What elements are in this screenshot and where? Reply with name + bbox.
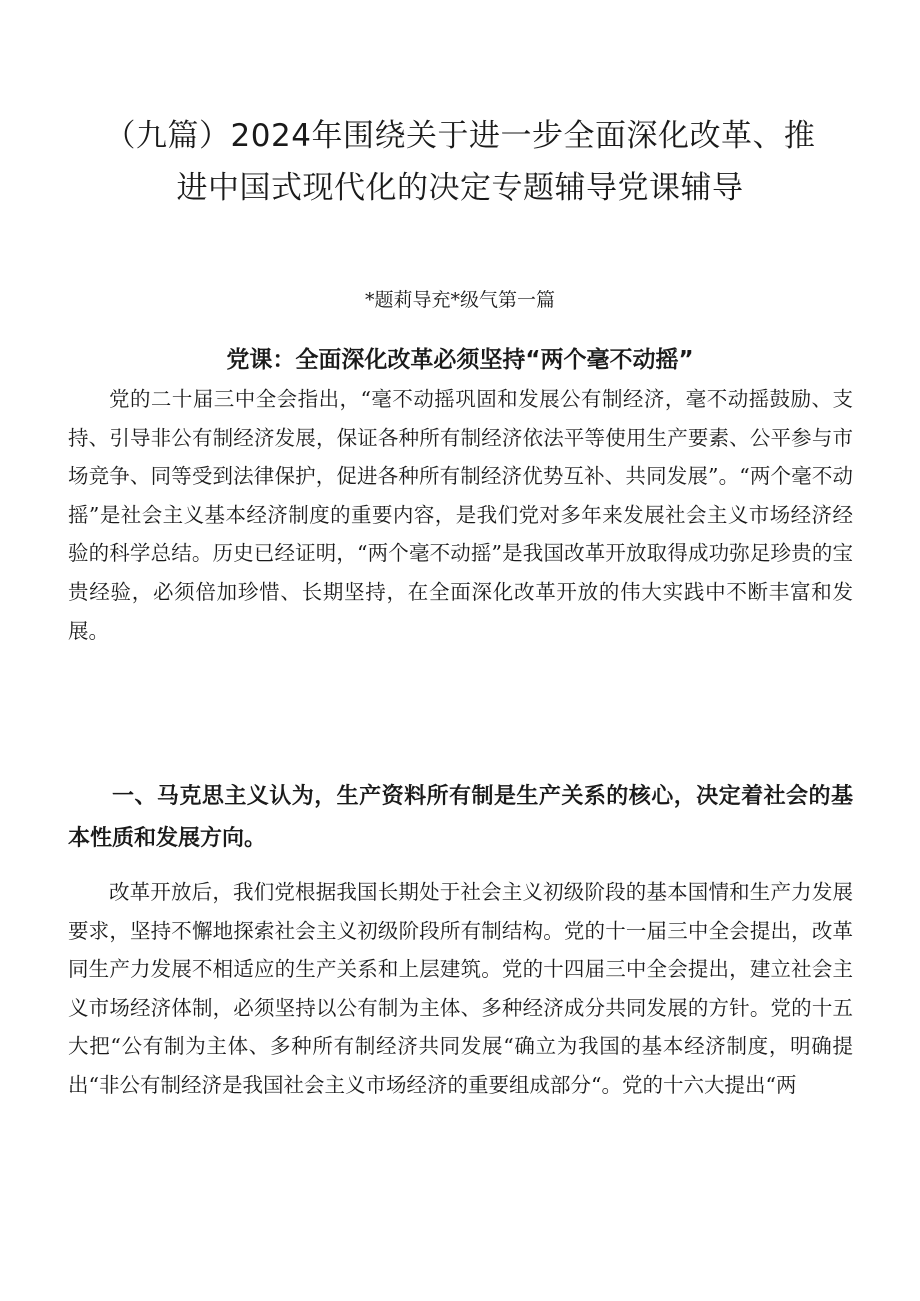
body-paragraph-1: 党的二十届三中全会指出，“毫不动摇巩固和发展公有制经济，毫不动摇鼓励、支持、引导非公有制经济发展，保证各种所有制经济依法平等使用生产要素、公平参与市场竞争、同等受到法律保护，促进各种所有制经济优势互补、共同发展”。“两个毫不动摇”是社会主义基本经济制度的重要内容，是我们党对多年来发展社会主义市场经济经验的科学总结。历史已经证明，“两个毫不动摇”是我国改革开放取得成功弥足珍贵的宝贵经验，必须倍加珍惜、长期坚持，在全面深化改革开放的伟大实践中不断丰富和发展。 <box>68 387 853 643</box>
document-title-line-2: 进中国式现代化的决定专题辅导党课辅导 <box>176 170 744 206</box>
document-title <box>60 110 860 214</box>
document-title-line-1: （九篇）2024年围绕关于进一步全面深化改革、推 <box>104 118 816 154</box>
section-heading-1: 一、马克思主义认为，生产资料所有制是生产关系的核心，决定着社会的基本性质和发展方向。 <box>68 784 853 851</box>
body-paragraph-2: 改革开放后，我们党根据我国长期处于社会主义初级阶段的基本国情和生产力发展要求，坚持不懈地探索社会主义初级阶段所有制结构。党的十一届三中全会提出，改革同生产力发展不相适应的生产关系和上层建筑。党的十四届三中全会提出，建立社会主义市场经济体制，必须坚持以公有制为主体、多种经济成分共同发展的方针。党的十五大把“公有制为主体、多种所有制经济共同发展“确立为我国的基本经济制度，明确提出“非公有制经济是我国社会主义市场经济的重要组成部分“。党的十六大提出“两 <box>68 880 853 1097</box>
document-subtitle: *题莉导充*级气第一篇 <box>364 289 555 311</box>
lesson-heading: 党课：全面深化改革必须坚持“两个毫不动摇” <box>226 347 694 373</box>
